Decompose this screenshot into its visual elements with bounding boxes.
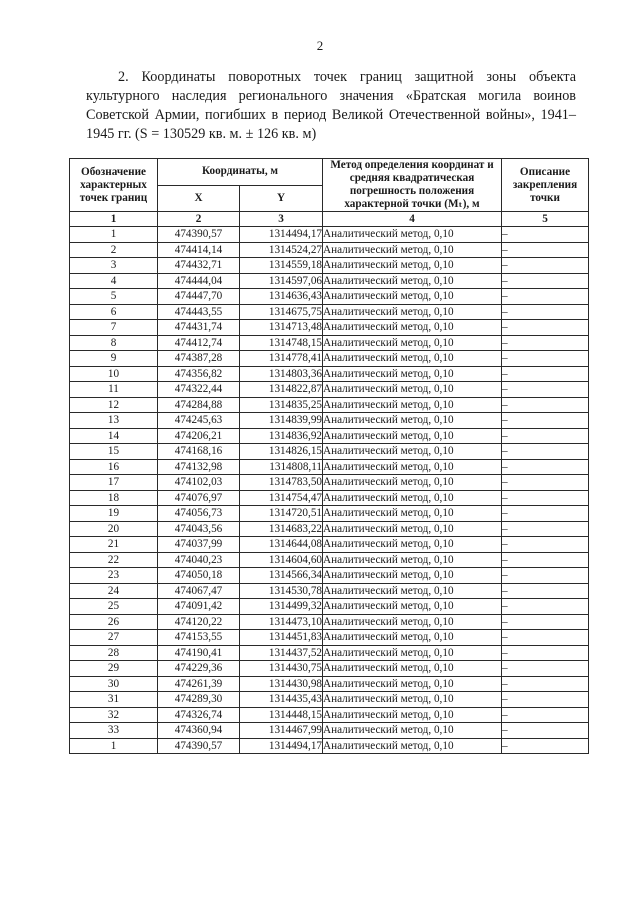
cell-y: 1314675,75 bbox=[240, 304, 323, 320]
cell-method: Аналитический метод, 0,10 bbox=[323, 428, 502, 444]
table-row bbox=[70, 382, 589, 398]
cell-y: 1314778,41 bbox=[240, 351, 323, 367]
cell-y: 1314494,17 bbox=[240, 227, 323, 243]
cell-x: 474245,63 bbox=[158, 413, 240, 429]
cell-y: 1314494,17 bbox=[240, 738, 323, 754]
table-row bbox=[70, 692, 589, 708]
cell-point: 21 bbox=[70, 537, 158, 553]
cell-y: 1314499,32 bbox=[240, 599, 323, 615]
cell-point: 3 bbox=[70, 258, 158, 274]
cell-x: 474412,74 bbox=[158, 335, 240, 351]
cell-description: – bbox=[502, 630, 589, 646]
cell-y: 1314754,47 bbox=[240, 490, 323, 506]
cell-description: – bbox=[502, 366, 589, 382]
column-number: 2 bbox=[158, 212, 240, 227]
cell-description: – bbox=[502, 475, 589, 491]
table-row bbox=[70, 273, 589, 289]
cell-x: 474067,47 bbox=[158, 583, 240, 599]
table-row bbox=[70, 645, 589, 661]
cell-description: – bbox=[502, 521, 589, 537]
table-row bbox=[70, 630, 589, 646]
cell-x: 474076,97 bbox=[158, 490, 240, 506]
cell-description: – bbox=[502, 397, 589, 413]
cell-description: – bbox=[502, 738, 589, 754]
cell-point: 32 bbox=[70, 707, 158, 723]
cell-x: 474037,99 bbox=[158, 537, 240, 553]
cell-method: Аналитический метод, 0,10 bbox=[323, 599, 502, 615]
cell-x: 474356,82 bbox=[158, 366, 240, 382]
cell-x: 474447,70 bbox=[158, 289, 240, 305]
cell-description: – bbox=[502, 661, 589, 677]
cell-y: 1314836,92 bbox=[240, 428, 323, 444]
cell-point: 6 bbox=[70, 304, 158, 320]
cell-point: 26 bbox=[70, 614, 158, 630]
table-row bbox=[70, 459, 589, 475]
cell-y: 1314783,50 bbox=[240, 475, 323, 491]
table-row bbox=[70, 242, 589, 258]
cell-point: 29 bbox=[70, 661, 158, 677]
page-number: 2 bbox=[316, 38, 324, 53]
cell-method: Аналитический метод, 0,10 bbox=[323, 521, 502, 537]
cell-y: 1314683,22 bbox=[240, 521, 323, 537]
table-row bbox=[70, 227, 589, 243]
table-row bbox=[70, 490, 589, 506]
cell-description: – bbox=[502, 351, 589, 367]
cell-x: 474120,22 bbox=[158, 614, 240, 630]
table-row bbox=[70, 707, 589, 723]
cell-point: 12 bbox=[70, 397, 158, 413]
table-row bbox=[70, 723, 589, 739]
header-y: Y bbox=[240, 185, 323, 212]
cell-point: 33 bbox=[70, 723, 158, 739]
cell-method: Аналитический метод, 0,10 bbox=[323, 630, 502, 646]
cell-point: 18 bbox=[70, 490, 158, 506]
cell-point: 20 bbox=[70, 521, 158, 537]
header-coordinates: Координаты, м bbox=[158, 159, 323, 186]
cell-x: 474322,44 bbox=[158, 382, 240, 398]
table-row bbox=[70, 428, 589, 444]
cell-y: 1314430,98 bbox=[240, 676, 323, 692]
header-x: X bbox=[158, 185, 240, 212]
cell-method: Аналитический метод, 0,10 bbox=[323, 614, 502, 630]
table-row bbox=[70, 258, 589, 274]
cell-x: 474261,39 bbox=[158, 676, 240, 692]
cell-y: 1314713,48 bbox=[240, 320, 323, 336]
cell-description: – bbox=[502, 242, 589, 258]
cell-method: Аналитический метод, 0,10 bbox=[323, 273, 502, 289]
table-row bbox=[70, 614, 589, 630]
cell-description: – bbox=[502, 289, 589, 305]
cell-description: – bbox=[502, 273, 589, 289]
cell-y: 1314826,15 bbox=[240, 444, 323, 460]
cell-y: 1314448,15 bbox=[240, 707, 323, 723]
cell-y: 1314524,27 bbox=[240, 242, 323, 258]
coordinates-table bbox=[69, 158, 589, 754]
cell-description: – bbox=[502, 490, 589, 506]
header-point-designation: Обозначение характерных точек границ bbox=[70, 159, 158, 212]
table-row bbox=[70, 304, 589, 320]
table-row bbox=[70, 506, 589, 522]
table-row bbox=[70, 521, 589, 537]
cell-method: Аналитический метод, 0,10 bbox=[323, 552, 502, 568]
table-row bbox=[70, 738, 589, 754]
cell-method: Аналитический метод, 0,10 bbox=[323, 459, 502, 475]
cell-description: – bbox=[502, 692, 589, 708]
cell-point: 4 bbox=[70, 273, 158, 289]
table-row bbox=[70, 413, 589, 429]
cell-x: 474168,16 bbox=[158, 444, 240, 460]
coordinates-table-body bbox=[70, 227, 589, 754]
cell-method: Аналитический метод, 0,10 bbox=[323, 320, 502, 336]
cell-y: 1314803,36 bbox=[240, 366, 323, 382]
cell-y: 1314748,15 bbox=[240, 335, 323, 351]
cell-point: 1 bbox=[70, 738, 158, 754]
table-row bbox=[70, 537, 589, 553]
cell-y: 1314808,11 bbox=[240, 459, 323, 475]
cell-method: Аналитический метод, 0,10 bbox=[323, 258, 502, 274]
cell-x: 474414,14 bbox=[158, 242, 240, 258]
cell-x: 474132,98 bbox=[158, 459, 240, 475]
table-row bbox=[70, 397, 589, 413]
cell-method: Аналитический метод, 0,10 bbox=[323, 397, 502, 413]
cell-x: 474360,94 bbox=[158, 723, 240, 739]
table-row bbox=[70, 568, 589, 584]
cell-y: 1314720,51 bbox=[240, 506, 323, 522]
cell-method: Аналитический метод, 0,10 bbox=[323, 227, 502, 243]
cell-method: Аналитический метод, 0,10 bbox=[323, 537, 502, 553]
cell-point: 9 bbox=[70, 351, 158, 367]
cell-x: 474229,36 bbox=[158, 661, 240, 677]
cell-y: 1314835,25 bbox=[240, 397, 323, 413]
cell-description: – bbox=[502, 676, 589, 692]
cell-method: Аналитический метод, 0,10 bbox=[323, 692, 502, 708]
column-number: 4 bbox=[323, 212, 502, 227]
cell-point: 25 bbox=[70, 599, 158, 615]
cell-method: Аналитический метод, 0,10 bbox=[323, 335, 502, 351]
cell-x: 474043,56 bbox=[158, 521, 240, 537]
cell-description: – bbox=[502, 599, 589, 615]
cell-point: 1 bbox=[70, 227, 158, 243]
cell-point: 14 bbox=[70, 428, 158, 444]
cell-y: 1314437,52 bbox=[240, 645, 323, 661]
table-row bbox=[70, 676, 589, 692]
cell-y: 1314473,10 bbox=[240, 614, 323, 630]
cell-description: – bbox=[502, 382, 589, 398]
cell-description: – bbox=[502, 428, 589, 444]
cell-point: 24 bbox=[70, 583, 158, 599]
cell-y: 1314467,99 bbox=[240, 723, 323, 739]
cell-x: 474056,73 bbox=[158, 506, 240, 522]
cell-point: 22 bbox=[70, 552, 158, 568]
cell-point: 8 bbox=[70, 335, 158, 351]
cell-description: – bbox=[502, 568, 589, 584]
cell-point: 11 bbox=[70, 382, 158, 398]
cell-method: Аналитический метод, 0,10 bbox=[323, 707, 502, 723]
cell-method: Аналитический метод, 0,10 bbox=[323, 661, 502, 677]
cell-y: 1314597,06 bbox=[240, 273, 323, 289]
cell-description: – bbox=[502, 304, 589, 320]
cell-method: Аналитический метод, 0,10 bbox=[323, 506, 502, 522]
cell-x: 474443,55 bbox=[158, 304, 240, 320]
table-row bbox=[70, 335, 589, 351]
cell-description: – bbox=[502, 583, 589, 599]
cell-x: 474190,41 bbox=[158, 645, 240, 661]
cell-point: 27 bbox=[70, 630, 158, 646]
cell-method: Аналитический метод, 0,10 bbox=[323, 242, 502, 258]
cell-x: 474390,57 bbox=[158, 227, 240, 243]
cell-x: 474390,57 bbox=[158, 738, 240, 754]
cell-point: 28 bbox=[70, 645, 158, 661]
cell-y: 1314435,43 bbox=[240, 692, 323, 708]
cell-point: 30 bbox=[70, 676, 158, 692]
column-number: 1 bbox=[70, 212, 158, 227]
cell-description: – bbox=[502, 552, 589, 568]
table-row bbox=[70, 366, 589, 382]
cell-y: 1314822,87 bbox=[240, 382, 323, 398]
cell-x: 474102,03 bbox=[158, 475, 240, 491]
cell-method: Аналитический метод, 0,10 bbox=[323, 366, 502, 382]
cell-point: 10 bbox=[70, 366, 158, 382]
cell-x: 474289,30 bbox=[158, 692, 240, 708]
table-row bbox=[70, 552, 589, 568]
cell-point: 19 bbox=[70, 506, 158, 522]
cell-y: 1314839,99 bbox=[240, 413, 323, 429]
cell-y: 1314430,75 bbox=[240, 661, 323, 677]
cell-method: Аналитический метод, 0,10 bbox=[323, 645, 502, 661]
cell-point: 13 bbox=[70, 413, 158, 429]
section-heading: 2. Координаты поворотных точек границ защитной зоны объекта культурного наследия регионального значения «Братская могила воинов Советской Армии, погибших в период Великой Отечественной войны», 1941–1945 гг. (S = 130529 кв. м. ± 126 кв. м) bbox=[86, 69, 576, 142]
table-row bbox=[70, 475, 589, 491]
cell-method: Аналитический метод, 0,10 bbox=[323, 723, 502, 739]
cell-description: – bbox=[502, 614, 589, 630]
cell-point: 31 bbox=[70, 692, 158, 708]
cell-point: 15 bbox=[70, 444, 158, 460]
cell-y: 1314644,08 bbox=[240, 537, 323, 553]
cell-x: 474387,28 bbox=[158, 351, 240, 367]
cell-x: 474206,21 bbox=[158, 428, 240, 444]
cell-method: Аналитический метод, 0,10 bbox=[323, 289, 502, 305]
cell-y: 1314559,18 bbox=[240, 258, 323, 274]
table-row bbox=[70, 320, 589, 336]
cell-method: Аналитический метод, 0,10 bbox=[323, 304, 502, 320]
cell-description: – bbox=[502, 413, 589, 429]
table-row bbox=[70, 444, 589, 460]
cell-method: Аналитический метод, 0,10 bbox=[323, 444, 502, 460]
column-number: 3 bbox=[240, 212, 323, 227]
cell-x: 474326,74 bbox=[158, 707, 240, 723]
table-row bbox=[70, 599, 589, 615]
cell-point: 17 bbox=[70, 475, 158, 491]
cell-description: – bbox=[502, 459, 589, 475]
cell-description: – bbox=[502, 444, 589, 460]
cell-point: 23 bbox=[70, 568, 158, 584]
cell-x: 474091,42 bbox=[158, 599, 240, 615]
table-row bbox=[70, 289, 589, 305]
cell-description: – bbox=[502, 227, 589, 243]
table-row bbox=[70, 351, 589, 367]
cell-y: 1314530,78 bbox=[240, 583, 323, 599]
cell-x: 474444,04 bbox=[158, 273, 240, 289]
cell-y: 1314451,83 bbox=[240, 630, 323, 646]
column-number: 5 bbox=[502, 212, 589, 227]
cell-x: 474431,74 bbox=[158, 320, 240, 336]
cell-x: 474040,23 bbox=[158, 552, 240, 568]
cell-x: 474153,55 bbox=[158, 630, 240, 646]
cell-description: – bbox=[502, 645, 589, 661]
cell-x: 474432,71 bbox=[158, 258, 240, 274]
cell-method: Аналитический метод, 0,10 bbox=[323, 738, 502, 754]
table-row bbox=[70, 661, 589, 677]
cell-point: 2 bbox=[70, 242, 158, 258]
header-method: Метод определения координат и средняя квадратическая погрешность положения характерной точки (Mₜ), м bbox=[323, 159, 502, 212]
cell-x: 474050,18 bbox=[158, 568, 240, 584]
cell-description: – bbox=[502, 258, 589, 274]
cell-point: 16 bbox=[70, 459, 158, 475]
cell-description: – bbox=[502, 320, 589, 336]
cell-method: Аналитический метод, 0,10 bbox=[323, 490, 502, 506]
cell-method: Аналитический метод, 0,10 bbox=[323, 351, 502, 367]
cell-method: Аналитический метод, 0,10 bbox=[323, 475, 502, 491]
cell-method: Аналитический метод, 0,10 bbox=[323, 413, 502, 429]
cell-method: Аналитический метод, 0,10 bbox=[323, 583, 502, 599]
column-number-row bbox=[70, 212, 589, 227]
header-description: Описание закрепления точки bbox=[502, 159, 589, 212]
cell-description: – bbox=[502, 335, 589, 351]
cell-method: Аналитический метод, 0,10 bbox=[323, 382, 502, 398]
cell-method: Аналитический метод, 0,10 bbox=[323, 568, 502, 584]
cell-y: 1314604,60 bbox=[240, 552, 323, 568]
table-row bbox=[70, 583, 589, 599]
cell-description: – bbox=[502, 537, 589, 553]
cell-point: 5 bbox=[70, 289, 158, 305]
cell-description: – bbox=[502, 506, 589, 522]
cell-description: – bbox=[502, 723, 589, 739]
cell-x: 474284,88 bbox=[158, 397, 240, 413]
cell-y: 1314636,43 bbox=[240, 289, 323, 305]
cell-method: Аналитический метод, 0,10 bbox=[323, 676, 502, 692]
cell-y: 1314566,34 bbox=[240, 568, 323, 584]
cell-description: – bbox=[502, 707, 589, 723]
cell-point: 7 bbox=[70, 320, 158, 336]
